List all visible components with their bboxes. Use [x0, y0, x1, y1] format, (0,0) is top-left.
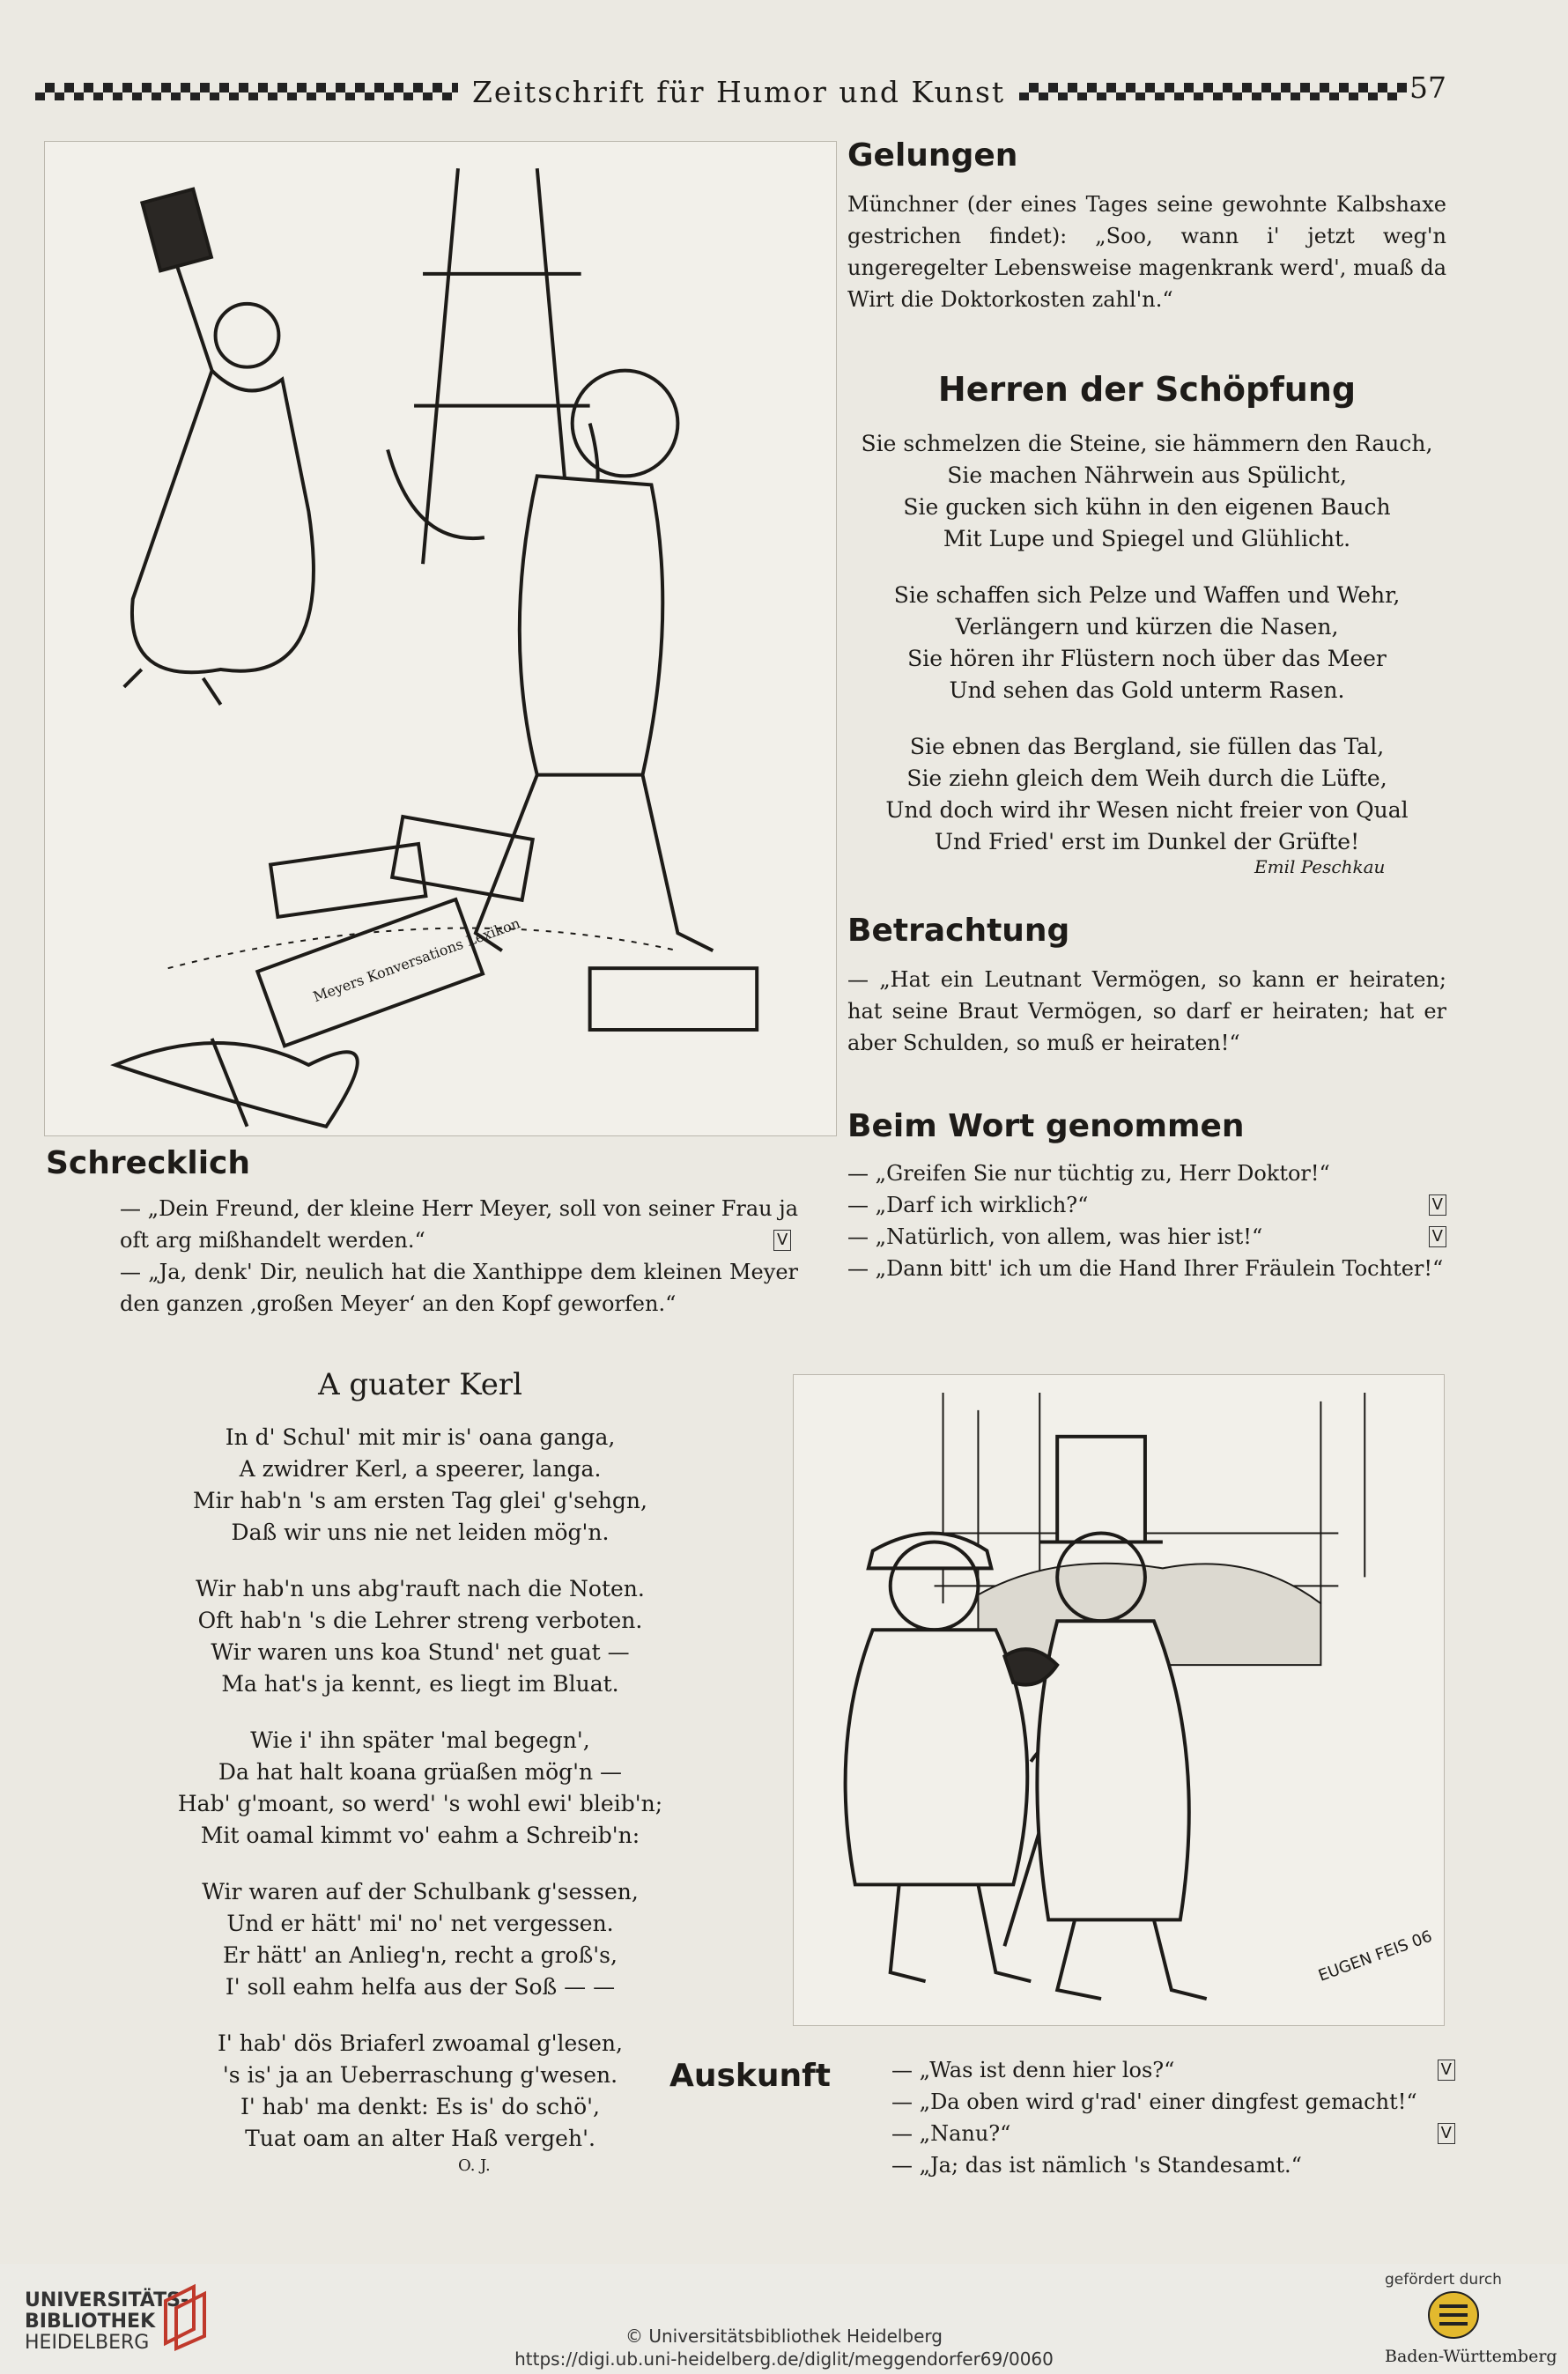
dialog-auskunft	[891, 2054, 1455, 2181]
dialog-line	[847, 1221, 1446, 1253]
verse-line: A zwidrer Kerl, a speerer, langa.	[239, 1456, 602, 1482]
verse-line: Er hätt' an Anlieg'n, recht a groß's,	[223, 1942, 618, 1968]
artist-signature: EUGEN FEIS 06	[1315, 1927, 1435, 1986]
verse-line: Wie i' ihn später 'mal begegn',	[250, 1727, 590, 1753]
dialog-beim-wort	[847, 1157, 1446, 1253]
permalink-url[interactable]: https://digi.ub.uni-heidelberg.de/diglit/meggendorfer69/0060	[514, 2348, 1054, 2370]
funded-by-label: gefördert durch	[1385, 2271, 1502, 2289]
page-header	[35, 65, 1453, 118]
verse-line: Und Fried' erst im Dunkel der Grüfte!	[934, 829, 1360, 854]
library-line: HEIDELBERG	[25, 2332, 150, 2354]
stanza	[46, 1876, 795, 2003]
verse-line: Ma hat's ja kennt, es liegt im Bluat.	[221, 1671, 619, 1697]
verse-line: Sie ebnen das Bergland, sie füllen das Tal,	[909, 734, 1385, 759]
verse-line: I' soll eahm helfa aus der Soß — —	[225, 1974, 616, 2000]
verse-line: Daß wir uns nie net leiden mög'n.	[231, 1520, 610, 1545]
heading-schrecklich: Schrecklich	[46, 1145, 250, 1181]
v-mark: V	[1438, 2123, 1455, 2144]
dialog-text: — „Darf ich wirklich?“	[847, 1193, 1089, 1217]
verse-line: Sie machen Nährwein aus Spülicht,	[947, 462, 1347, 488]
verse-line: Und er hätt' mi' no' net vergessen.	[226, 1911, 614, 1936]
verse-line: Mit Lupe und Spiegel und Glühlicht.	[943, 526, 1351, 551]
poem-herren	[847, 428, 1446, 883]
dialog-text: — „Ja; das ist nämlich 's Standesamt.“	[891, 2153, 1302, 2178]
library-line: UNIVERSITÄTS-	[25, 2289, 189, 2311]
book-spine-label: Meyers Konversations Lexikon	[310, 914, 522, 1006]
v-mark: V	[1438, 2060, 1455, 2081]
heading-beim-wort: Beim Wort genommen	[847, 1108, 1245, 1144]
magazine-title: Zeitschrift für Humor und Kunst	[472, 74, 1006, 109]
verse-line: Wir hab'n uns abg'rauft nach die Noten.	[196, 1576, 645, 1601]
illustration-woman-throws-book	[44, 141, 837, 1136]
verse-line: Sie ziehn gleich dem Weih durch die Lüfte,	[906, 765, 1387, 791]
dialog-line	[891, 2086, 1455, 2118]
v-mark: V	[773, 1230, 791, 1251]
library-line: BIBLIOTHEK	[25, 2311, 156, 2333]
verse-line: Hab' g'moant, so werd' 's wohl ewi' bleib'n;	[177, 1791, 663, 1816]
illustration-drawing	[45, 142, 836, 1135]
dialog-text: — „Natürlich, von allem, was hier ist!“	[847, 1224, 1263, 1249]
dialog-line	[891, 2149, 1455, 2181]
illustration-two-gentlemen	[793, 1374, 1445, 2026]
verse-line: Wir waren auf der Schulbank g'sessen,	[202, 1879, 639, 1904]
dialog-beim-wort-last: — „Dann bitt' ich um die Hand Ihrer Fräulein Tochter!“	[847, 1256, 1444, 1281]
verse-line: Sie hören ihr Flüstern noch über das Meer	[907, 646, 1387, 671]
heading-herren: Herren der Schöpfung	[937, 370, 1357, 409]
heading-auskunft: Auskunft	[669, 2058, 831, 2094]
verse-line: In d' Schul' mit mir is' oana ganga,	[225, 1424, 616, 1450]
stanza	[46, 1573, 795, 1700]
dialog-line	[847, 1157, 1446, 1189]
v-mark: V	[1429, 1194, 1446, 1216]
verse-line: Und sehen das Gold unterm Rasen.	[949, 677, 1345, 703]
verse-line: Verlängern und kürzen die Nasen,	[955, 614, 1339, 640]
dialog-line	[891, 2118, 1455, 2149]
stanza	[847, 580, 1446, 706]
verse-line: I' hab' ma denkt: Es is' do schö',	[240, 2094, 601, 2119]
text-gelungen: Münchner (der eines Tages seine gewohnte Kalbshaxe gestrichen findet): „Soo, wann i' jetzt weg'n ungeregelter Lebensweise magenkrank werd', muaß da Wirt die Doktorkosten zahl'n.“	[847, 192, 1446, 312]
verse-line: Mit oamal kimmt vo' eahm a Schreib'n:	[200, 1823, 640, 1848]
verse-line: Mir hab'n 's am ersten Tag glei' g'sehgn,	[193, 1488, 647, 1513]
heading-betrachtung: Betrachtung	[847, 913, 1070, 949]
author-oj: O. J.	[458, 2156, 491, 2175]
v-mark: V	[1429, 1226, 1446, 1247]
checker-ornament-right	[1019, 83, 1407, 100]
text-schrecklich-1: — „Dein Freund, der kleine Herr Meyer, soll von seiner Frau ja oft arg mißhandelt werden.“	[120, 1196, 798, 1253]
dialog-text: — „Greifen Sie nur tüchtig zu, Herr Doktor!“	[847, 1161, 1330, 1186]
funder-name: Baden-Württemberg	[1385, 2347, 1557, 2366]
verse-line: Oft hab'n 's die Lehrer streng verboten.	[197, 1608, 643, 1633]
heading-guater-kerl: A guater Kerl	[318, 1367, 522, 1402]
verse-line: Wir waren uns koa Stund' net guat —	[211, 1639, 630, 1665]
heading-gelungen: Gelungen	[847, 137, 1018, 174]
verse-line: I' hab' dös Briaferl zwoamal g'lesen,	[218, 2030, 623, 2056]
illustration-drawing	[794, 1375, 1444, 2025]
verse-line: Sie schmelzen die Steine, sie hämmern den Rauch,	[861, 431, 1433, 456]
author-peschkau: Emil Peschkau	[1254, 856, 1386, 877]
baden-wuerttemberg-crest-icon[interactable]	[1427, 2290, 1480, 2340]
verse-line: Und doch wird ihr Wesen nicht freier von Qual	[885, 797, 1409, 823]
page-number: 57	[1409, 70, 1446, 105]
stanza	[46, 1422, 795, 1549]
copyright-text: © Universitätsbibliothek Heidelberg	[625, 2326, 943, 2347]
dialog-text: — „Was ist denn hier los?“	[891, 2058, 1175, 2082]
verse-line: Da hat halt koana grüaßen mög'n —	[218, 1759, 623, 1785]
stanza	[847, 731, 1446, 858]
text-betrachtung: — „Hat ein Leutnant Vermögen, so kann er heiraten; hat seine Braut Vermögen, so darf er heiraten; hat er aber Schulden, so muß er heiraten!“	[847, 967, 1446, 1055]
verse-line: Sie gucken sich kühn in den eigenen Bauch	[903, 494, 1391, 520]
verse-line: 's is' ja an Ueberraschung g'wesen.	[222, 2062, 618, 2088]
stanza	[46, 1725, 795, 1852]
dialog-line	[847, 1189, 1446, 1221]
checker-ornament-left	[35, 83, 458, 100]
dialog-text: — „Nanu?“	[891, 2121, 1011, 2146]
dialog-line	[891, 2054, 1455, 2086]
stanza	[847, 428, 1446, 555]
verse-line: Tuat oam an alter Haß vergeh'.	[245, 2126, 595, 2151]
dialog-text: — „Da oben wird g'rad' einer dingfest gemacht!“	[891, 2089, 1417, 2114]
text-schrecklich-2: — „Ja, denk' Dir, neulich hat die Xanthippe dem kleinen Meyer den ganzen ‚großen Meyer‘ an den Kopf geworfen.“	[120, 1260, 798, 1316]
verse-line: Sie schaffen sich Pelze und Waffen und Wehr,	[893, 582, 1401, 608]
